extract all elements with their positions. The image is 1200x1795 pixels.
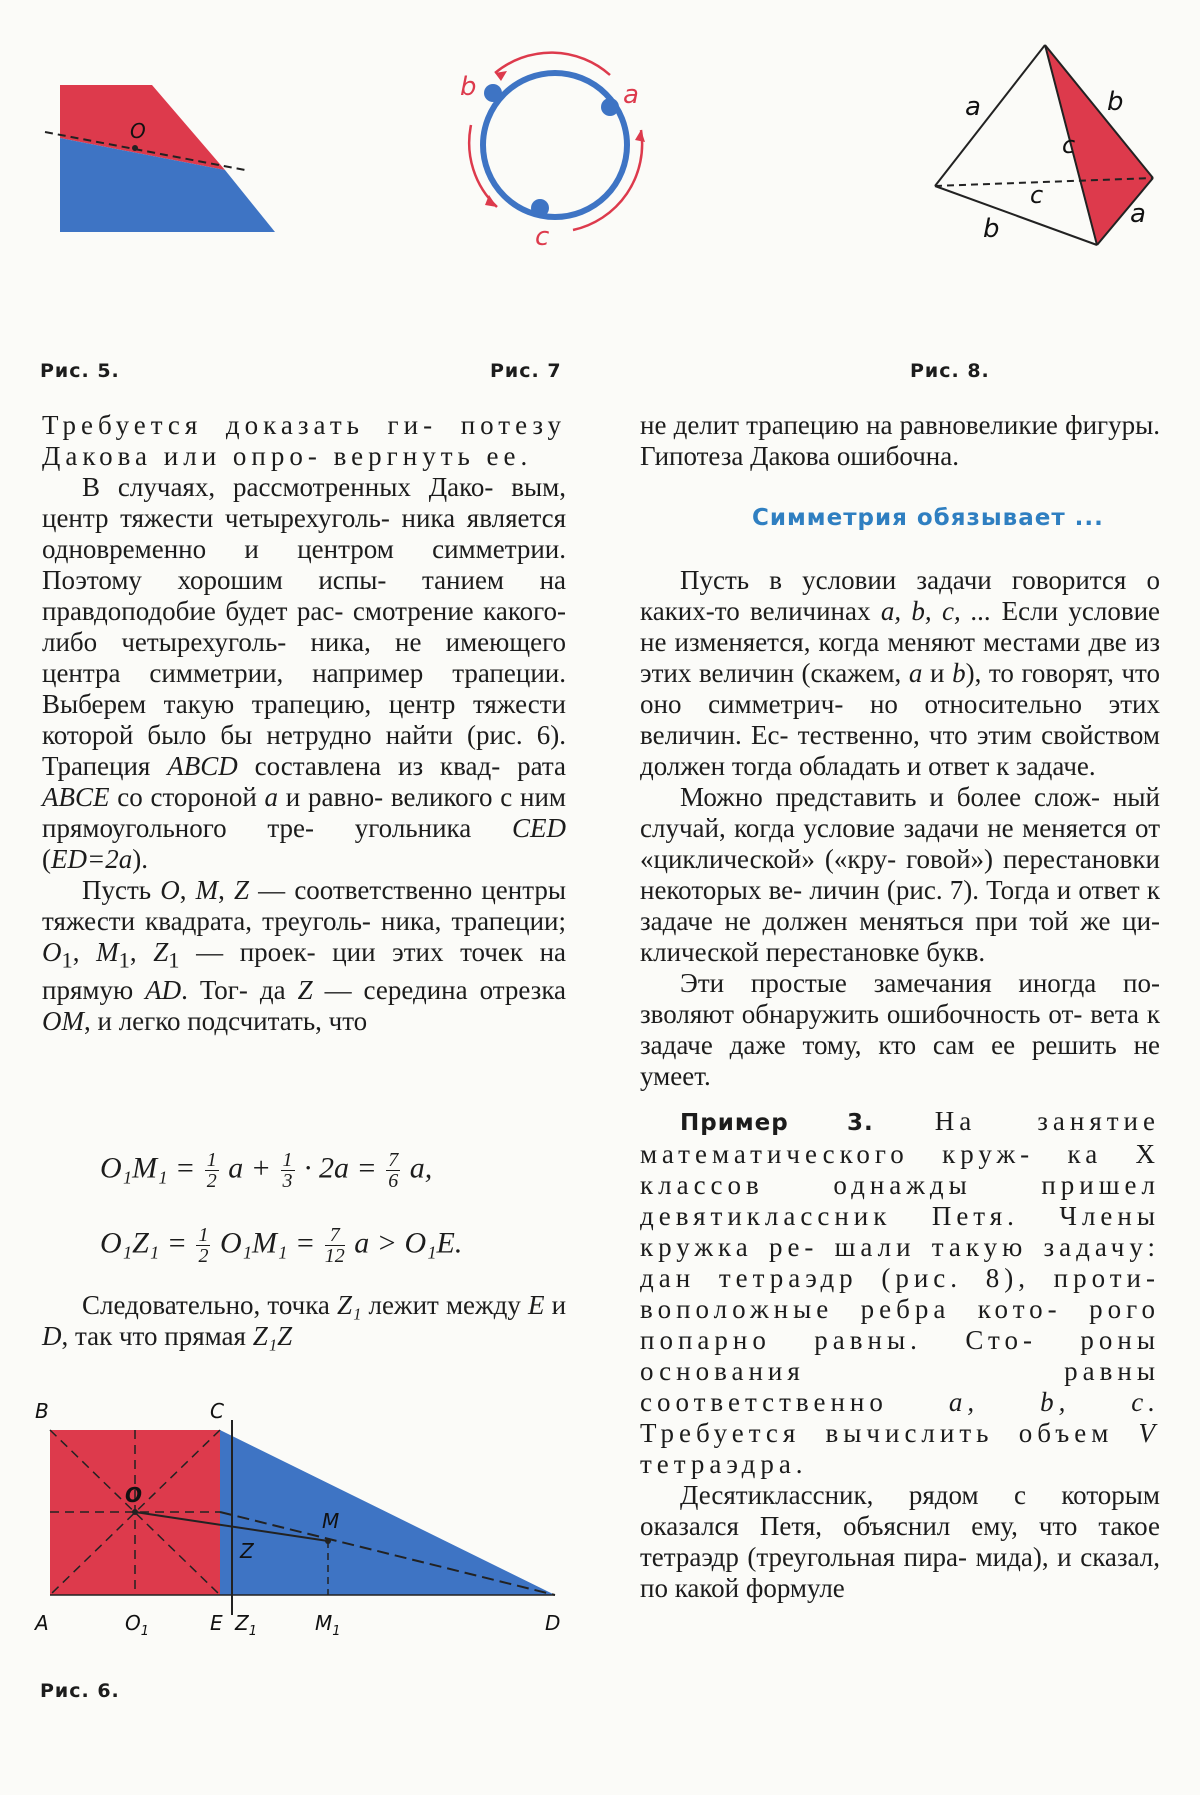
fig6-point-m xyxy=(325,1538,331,1544)
text-line: не меняется от «циклической» («кру- xyxy=(640,813,1160,874)
right-p0 xyxy=(640,410,1160,472)
fig6-label-o: O xyxy=(125,1483,143,1507)
math: M xyxy=(96,937,119,967)
fig7-point-b xyxy=(484,84,502,102)
text-line: вым, центр тяжести четырехуголь- xyxy=(42,472,567,533)
math: Z₁ xyxy=(336,1290,362,1320)
subscript: 1 xyxy=(61,947,73,973)
math: O₁M₁ = xyxy=(100,1151,196,1185)
math: a xyxy=(264,782,279,812)
figure-6 xyxy=(30,1390,570,1640)
math: ABCE xyxy=(42,782,110,812)
right-p1 xyxy=(640,565,1160,782)
numerator: 7 xyxy=(325,1225,345,1246)
text-line: не должен меняться при той же ци- xyxy=(724,906,1161,936)
math: D xyxy=(42,1321,62,1351)
fig6-point-o xyxy=(132,1509,138,1515)
text: Требуется вычислить xyxy=(640,1418,994,1448)
math: O₁M₁ = xyxy=(219,1226,316,1260)
text-line: ника является одновременно и центром xyxy=(42,503,566,564)
text-line: Эти простые замечания иногда по- xyxy=(680,968,1160,998)
text-line: личин (рис. 7). Тогда и ответ к задаче xyxy=(640,875,1160,936)
fig8-label-b1: b xyxy=(1107,87,1124,117)
text: ника, трапеции; xyxy=(381,906,566,936)
text: лежит xyxy=(361,1290,439,1320)
text-line: шали такую задачу: дан xyxy=(640,1232,1161,1293)
numerator: 1 xyxy=(282,1149,293,1171)
text: тественно, что этим свойством должен xyxy=(640,720,1161,781)
text: составлена из квад- xyxy=(237,751,501,781)
text: со стороной xyxy=(109,782,265,812)
text-line: такое тетраэдр (треугольная пира- xyxy=(640,1511,1160,1572)
text-line: В случаях, рассмотренных Дако- xyxy=(82,472,494,502)
text-line: не делит трапецию на равновеликие xyxy=(640,410,1058,440)
denominator: 2 xyxy=(198,1245,209,1267)
text-line: Десятиклассник, рядом с которым xyxy=(680,1480,1160,1510)
text-line: воположные ребра кото- xyxy=(640,1294,1062,1324)
text: — соответственно xyxy=(249,875,473,905)
fig6-triangle xyxy=(220,1430,555,1595)
math: a, b, c. xyxy=(948,1387,1161,1417)
fig6-label-z1: $Z_1$ xyxy=(235,1611,257,1639)
math: Z xyxy=(234,875,250,905)
math: a xyxy=(908,658,923,688)
fig6-label-e: E xyxy=(210,1611,223,1635)
text: местами две из этих величин (скажем, xyxy=(640,627,1160,688)
left-p2 xyxy=(42,472,566,875)
left-column xyxy=(42,410,566,1037)
text-line: клической перестановке букв. xyxy=(640,937,986,967)
fig7-circle xyxy=(483,73,627,217)
fraction xyxy=(386,1150,400,1191)
denominator: 2 xyxy=(206,1170,217,1192)
fig5-point-o xyxy=(132,145,138,151)
text: и равно- xyxy=(278,782,384,812)
denominator: 12 xyxy=(324,1245,345,1267)
fig6-label-b: B xyxy=(35,1399,49,1423)
math: Z xyxy=(297,975,313,1006)
text: и xyxy=(922,658,953,688)
fig8-label-a2: a xyxy=(1130,199,1146,229)
text: центры тяжести квадрата, треуголь- xyxy=(42,875,567,936)
text: ), то говорят, что оно симметрич- xyxy=(640,658,1160,719)
fig6-label-d: D xyxy=(545,1611,561,1635)
text: Пусть в условии задачи говорится xyxy=(680,565,1127,595)
math: ABCD xyxy=(167,751,238,781)
formula-2 xyxy=(100,1225,462,1266)
fig7-arc-right xyxy=(573,130,642,230)
math: CED xyxy=(512,813,566,843)
text: . Тог- xyxy=(181,975,248,1006)
text: На занятие xyxy=(873,1106,1160,1136)
text-line: зволяют обнаружить ошибочность от- xyxy=(640,999,1083,1029)
fig7-label-a: a xyxy=(623,80,639,110)
fig7-label-b: b xyxy=(460,72,477,102)
caption-fig6: Рис. 6. xyxy=(40,1680,120,1702)
math: a > O₁E. xyxy=(354,1226,463,1260)
fig8-label-c1: c xyxy=(1062,131,1076,159)
figure-5 xyxy=(40,70,300,240)
text: объем xyxy=(1018,1418,1139,1448)
text: соответственно xyxy=(640,1387,949,1417)
text: рата xyxy=(517,751,566,781)
text: тетраэдра. xyxy=(640,1449,808,1479)
denominator: 6 xyxy=(388,1170,399,1192)
text: и xyxy=(544,1290,567,1320)
right-p5 xyxy=(640,1480,1160,1604)
figure-7 xyxy=(455,45,655,255)
right-p4-example xyxy=(640,1106,1160,1480)
text-line: трапецию, центр тяжести которой xyxy=(42,689,566,750)
figure-8 xyxy=(925,40,1165,255)
text: Следовательно, точка xyxy=(82,1290,337,1320)
formula-1 xyxy=(100,1150,432,1191)
subscript: 1 xyxy=(168,947,180,973)
fig8-label-c2: c xyxy=(1030,181,1044,209)
math: Z xyxy=(153,937,169,967)
text: , xyxy=(218,875,235,905)
fig6-label-m: M xyxy=(322,1509,340,1533)
numerator: 1 xyxy=(206,1149,217,1171)
right-column-body xyxy=(640,565,1160,1604)
text: , и легко xyxy=(84,1006,181,1037)
text: да xyxy=(259,975,298,1006)
text: , xyxy=(129,937,154,967)
caption-fig8: Рис. 8. xyxy=(910,360,990,382)
text: о каких-то величинах xyxy=(640,565,1160,626)
text: тогда обладать и ответ к задаче. xyxy=(731,751,1096,781)
section-heading: Симметрия обязывает ... xyxy=(752,505,1104,531)
math: · 2a = xyxy=(304,1151,377,1185)
fraction xyxy=(325,1225,345,1266)
math: a, b, c, ... xyxy=(880,596,992,626)
fig8-label-b2: b xyxy=(983,214,1000,244)
math: M xyxy=(195,875,219,905)
fig7-point-a xyxy=(601,98,619,116)
fraction xyxy=(205,1150,219,1191)
text: ( xyxy=(42,844,51,874)
text-line: Можно представить и более слож- xyxy=(680,782,1100,812)
text-line: Требуется доказать ги- xyxy=(42,410,438,440)
math: O₁Z₁ = xyxy=(100,1226,187,1260)
left-column-end xyxy=(42,1290,566,1352)
text-line: потезу Дакова или опро- xyxy=(42,410,567,471)
math: Z₁Z xyxy=(252,1321,293,1351)
text: условие не изменяется, когда меняют xyxy=(640,596,1161,657)
math: AD xyxy=(145,975,182,1006)
numerator: 7 xyxy=(388,1149,399,1171)
text: угольника xyxy=(354,813,512,843)
text-line: фигуры. Гипотеза Дакова ошибочна. xyxy=(640,410,1160,471)
text-line: ка X классов однажды xyxy=(640,1139,1160,1200)
right-p2 xyxy=(640,782,1160,968)
fig6-label-c: C xyxy=(210,1399,224,1423)
denominator: 3 xyxy=(282,1170,293,1192)
left-p3 xyxy=(42,875,566,1037)
right-column xyxy=(640,410,1160,472)
text-line: вергнуть ее. xyxy=(333,441,533,471)
fraction xyxy=(196,1225,210,1266)
fig5-label-o: O xyxy=(130,119,146,143)
fraction xyxy=(281,1150,295,1191)
fig6-label-a: A xyxy=(35,1611,49,1635)
math: a, xyxy=(409,1151,433,1185)
math: a + xyxy=(228,1151,272,1185)
right-p3 xyxy=(640,968,1160,1092)
text-line: говой») перестановки некоторых ве- xyxy=(640,844,1160,905)
text: — середина отрезка xyxy=(312,975,567,1006)
caption-fig5: Рис. 5. xyxy=(40,360,120,382)
text-line: симметрии. Поэтому хорошим испы- xyxy=(42,534,566,595)
text-line: Петя. Члены кружка ре- xyxy=(640,1201,1160,1262)
text-line: танием на правдоподобие будет рас- xyxy=(42,565,567,626)
text-line: смотрение какого-либо четырехуголь- xyxy=(42,596,566,657)
math: OM xyxy=(42,1006,84,1037)
text: но относительно этих величин. Ес- xyxy=(640,689,1160,750)
text: — проек- xyxy=(179,937,316,967)
fig6-label-o1: $O_1$ xyxy=(125,1611,150,1639)
fig8-label-a1: a xyxy=(965,92,981,122)
text: Если xyxy=(991,596,1059,626)
caption-fig7: Рис. 7 xyxy=(490,360,562,382)
text-line: было бы нетрудно найти (рис. 6). xyxy=(147,720,567,750)
fig8-edge-a1 xyxy=(935,45,1045,186)
text-line: мида), и сказал, по какой формуле xyxy=(640,1542,1161,1603)
text: между xyxy=(445,1290,528,1320)
text-line: пришел девятиклассник xyxy=(640,1170,1160,1231)
text-line: роны основания равны xyxy=(640,1325,1160,1386)
subscript: 1 xyxy=(118,947,130,973)
fig7-arrowhead-right xyxy=(635,130,645,142)
text-line: ника, не имеющего центра симметрии, xyxy=(42,627,567,688)
text-line: оказался Петя, объяснил ему, что xyxy=(640,1511,1078,1541)
left-p1 xyxy=(42,410,566,472)
text-line: вета к задаче даже тому, кто сам xyxy=(640,999,1160,1060)
example-label: Пример 3. xyxy=(680,1110,874,1136)
text-line: рого попарно равны. Сто- xyxy=(640,1294,1161,1355)
math: V xyxy=(1138,1418,1160,1448)
text: , xyxy=(179,875,196,905)
text: Трапеция xyxy=(42,751,168,781)
text-line: например трапеции. Выберем такую xyxy=(42,658,566,719)
text-line: математического круж- xyxy=(640,1139,1035,1169)
math: ED=2a xyxy=(51,844,133,874)
text: Пусть xyxy=(82,875,161,905)
fig6-label-m1: $M_1$ xyxy=(315,1611,341,1639)
fig6-label-z: Z xyxy=(240,1539,254,1563)
text-line: ее решить не умеет. xyxy=(640,1030,1161,1091)
text: ции этих точек на прямую xyxy=(42,937,567,1006)
numerator: 1 xyxy=(198,1224,209,1246)
math: b xyxy=(952,658,966,688)
fig8-edge-b2 xyxy=(935,186,1097,245)
math: O xyxy=(42,937,62,967)
text: ). xyxy=(132,844,148,874)
text: великого с ним прямоугольного тре- xyxy=(42,782,567,843)
text-line: тетраэдр (рис. 8), проти- xyxy=(718,1263,1160,1293)
text: , xyxy=(72,937,97,967)
fig7-point-c xyxy=(531,199,549,217)
text: , так что прямая xyxy=(61,1321,253,1351)
fig7-label-c: c xyxy=(535,222,550,252)
math: O xyxy=(160,875,180,905)
left-p4 xyxy=(42,1290,566,1352)
text-line: ный случай, когда условие задачи xyxy=(640,782,1160,843)
math: E xyxy=(527,1290,545,1320)
text: подсчитать, что xyxy=(187,1006,368,1037)
